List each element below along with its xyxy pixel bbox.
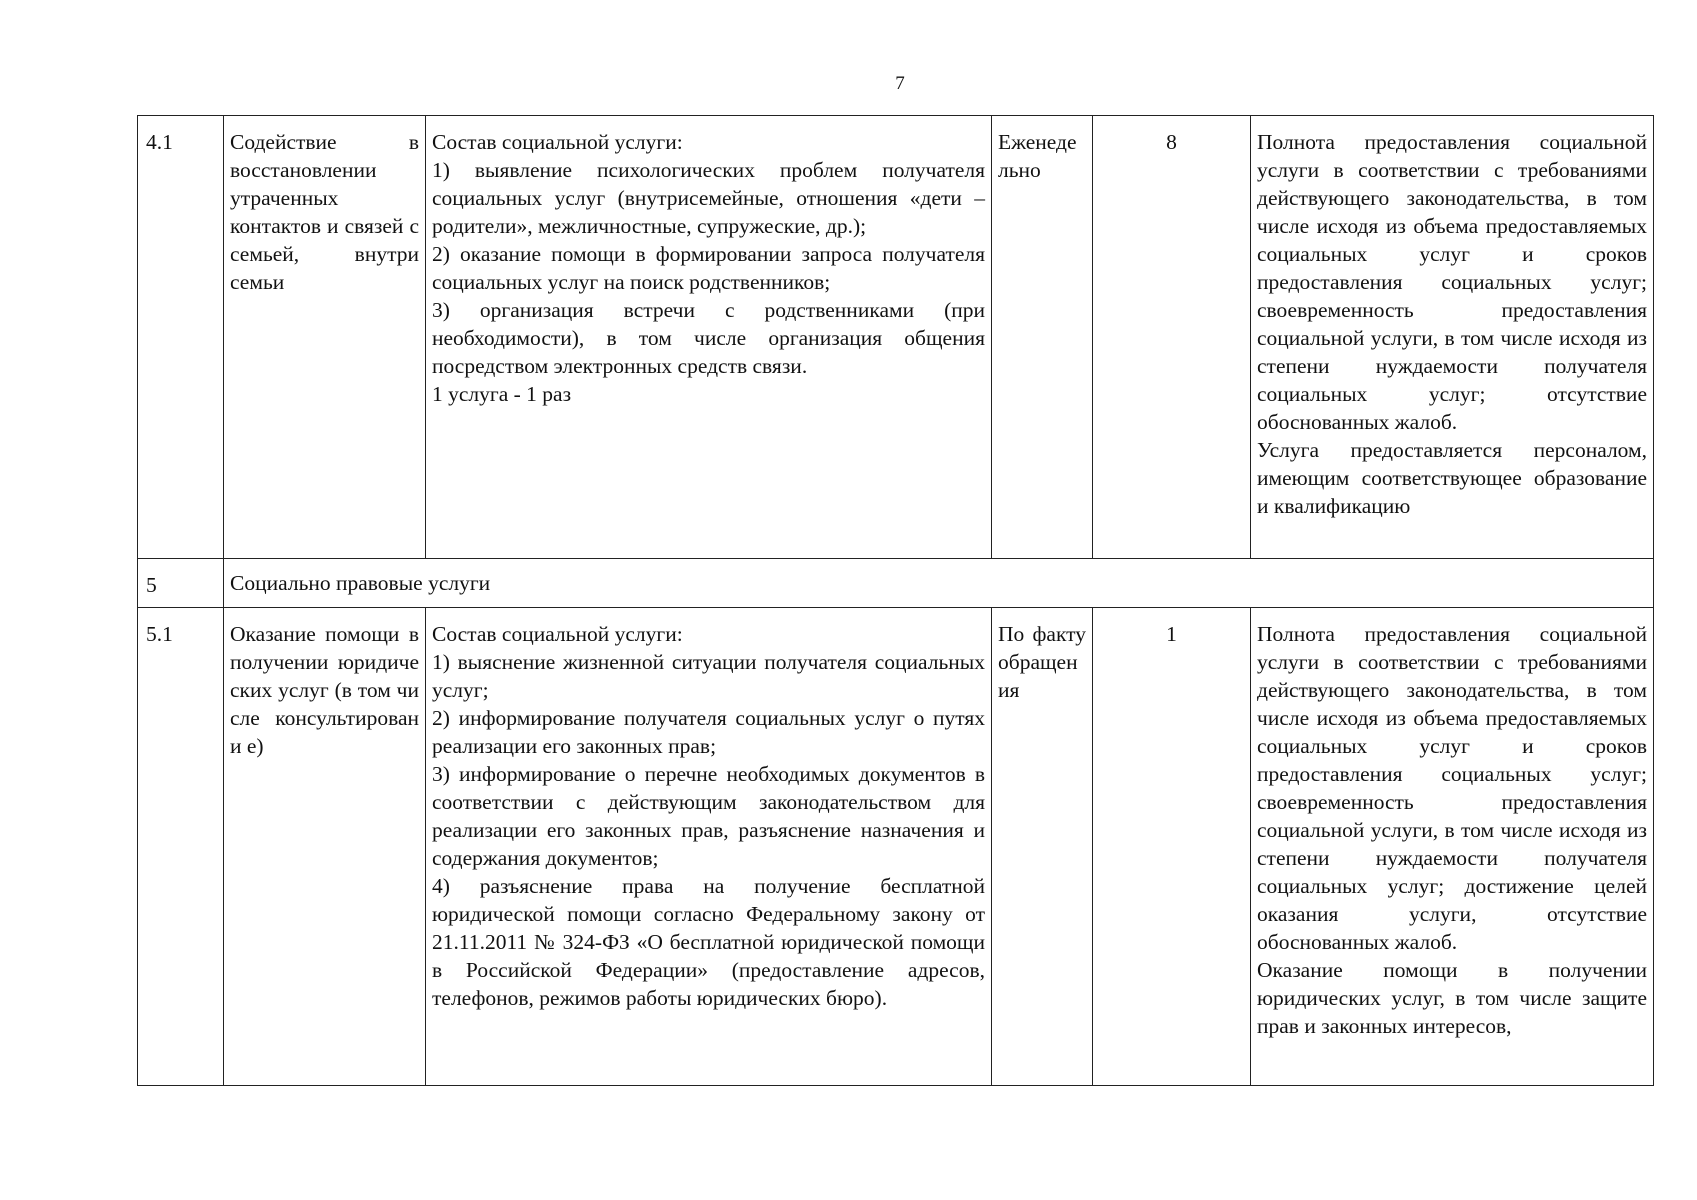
- criteria-line: Полнота предоставления социальной услуги в соответствии с требованиями действующего законодательства, в том числе исходя из объема предоставляемых социальных услуг и сроков предоставления социальных услуг; своевременность предоставления социальной услуги, в том числе исходя из степени нуждаемости получателя социальных услуг; отсутствие обоснованных жалоб.: [1257, 130, 1647, 434]
- table-row-4-1: [138, 116, 1654, 559]
- row-number-cell: [138, 559, 224, 608]
- table-row-5-1: [138, 608, 1654, 1086]
- criteria-line: Оказание помощи в получении юридических услуг, в том числе защите прав и законных интересов,: [1257, 958, 1647, 1038]
- content-line: Состав социальной услуги:: [432, 622, 683, 646]
- count-cell: [1093, 116, 1251, 559]
- service-name-cell: [224, 608, 426, 1086]
- frequency: По факту обращения: [998, 622, 1086, 702]
- content-line: 2) оказание помощи в формировании запроса получателя социальных услуг на поиск родственников;: [432, 242, 985, 294]
- service-content-cell: [426, 608, 992, 1086]
- content-line: 3) информирование о перечне необходимых документов в соответствии с действующим законодательством для реализации его законных прав, разъяснение назначения и содержания документов;: [432, 762, 985, 870]
- table-row-section-5: [138, 559, 1654, 608]
- frequency: Еженедельно: [998, 130, 1077, 182]
- content-line: 1 услуга - 1 раз: [432, 382, 572, 406]
- criteria-line: Полнота предоставления социальной услуги в соответствии с требованиями действующего законодательства, в том числе исходя из объема предоставляемых социальных услуг и сроков предоставления социальных услуг; своевременность предоставления социальной услуги, в том числе исходя из степени нуждаемости получателя социальных услуг; достижение целей оказания услуги, отсутствие обоснованных жалоб.: [1257, 622, 1647, 954]
- count-cell: [1093, 608, 1251, 1086]
- service-name-cell: [224, 116, 426, 559]
- service-content-cell: [426, 116, 992, 559]
- count: 1: [1166, 622, 1177, 646]
- section-title-cell: [224, 559, 1654, 608]
- content-line: 1) выявление психологических проблем получателя социальных услуг (внутрисемейные, отношения «дети – родители», межличностные, супружеские, др.);: [432, 158, 985, 238]
- services-table: [137, 115, 1654, 1086]
- criteria-cell: [1251, 116, 1654, 559]
- content-line: 1) выяснение жизненной ситуации получателя социальных услуг;: [432, 650, 985, 702]
- row-number-cell: [138, 608, 224, 1086]
- row-number: 4.1: [146, 130, 173, 154]
- criteria-cell: [1251, 608, 1654, 1086]
- content-line: Состав социальной услуги:: [432, 130, 683, 154]
- content-line: 3) организация встречи с родственниками (при необходимости), в том числе организация общения посредством электронных средств связи.: [432, 298, 985, 378]
- service-name: Содействие в восстановлении утраченных контактов и связей с семьей, внутри семьи: [230, 130, 419, 294]
- content-line: 2) информирование получателя социальных услуг о путях реализации его законных прав;: [432, 706, 985, 758]
- row-number: 5: [146, 573, 157, 597]
- service-name: Оказание помощи в получении юридических услуг (в том числе консультировани е): [230, 622, 419, 758]
- row-number-cell: [138, 116, 224, 559]
- row-number: 5.1: [146, 622, 173, 646]
- criteria-line: Услуга предоставляется персоналом, имеющим соответствующее образование и квалификацию: [1257, 438, 1647, 518]
- frequency-cell: [992, 608, 1093, 1086]
- content-line: 4) разъяснение права на получение бесплатной юридической помощи согласно Федеральному закону от 21.11.2011 № 324-ФЗ «О бесплатной юридической помощи в Российской Федерации» (предоставление адресов, телефонов, режимов работы юридических бюро).: [432, 874, 985, 1010]
- section-title: Социально правовые услуги: [230, 571, 491, 595]
- count: 8: [1166, 130, 1177, 154]
- page-number: 7: [895, 73, 905, 94]
- frequency-cell: [992, 116, 1093, 559]
